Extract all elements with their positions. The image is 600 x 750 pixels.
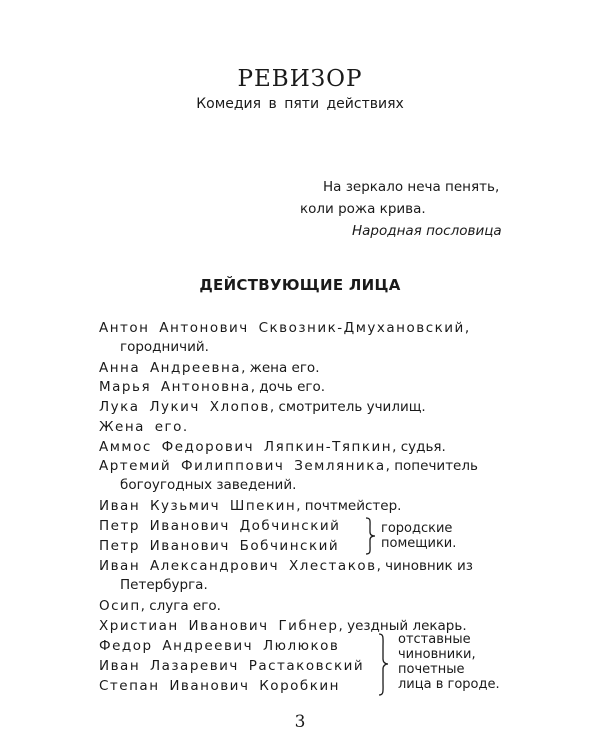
brace-landowners bbox=[363, 517, 377, 555]
cast-name: Артемий Филиппович Земляника bbox=[99, 458, 386, 474]
note-line: городские bbox=[381, 521, 453, 536]
epigraph-line-2: коли рожа крива. bbox=[300, 201, 426, 217]
cast-name: Христиан Иванович Гибнер bbox=[99, 618, 339, 634]
cast-entry bbox=[99, 397, 426, 417]
cast-description: городничий. bbox=[120, 339, 209, 355]
cast-name: Лука Лукич Хлопов bbox=[99, 399, 270, 415]
cast-entry bbox=[99, 456, 478, 476]
cast-entry bbox=[99, 377, 325, 397]
cast-name: Иван Александрович Хлестаков bbox=[99, 558, 377, 574]
cast-entry bbox=[99, 358, 319, 378]
cast-name: Жена его. bbox=[99, 419, 189, 435]
cast-description: , судья. bbox=[392, 439, 446, 455]
cast-entry bbox=[99, 656, 364, 676]
cast-entry bbox=[99, 318, 471, 338]
cast-description: , дочь его. bbox=[250, 379, 326, 395]
cast-description: , слуга его. bbox=[140, 598, 221, 614]
cast-entry bbox=[99, 556, 473, 576]
epigraph-line-1: На зеркало неча пенять, bbox=[323, 179, 500, 195]
cast-entry bbox=[99, 676, 340, 696]
book-subtitle: Комедия в пяти действиях bbox=[196, 96, 404, 112]
cast-name: Анна Андреевна bbox=[99, 360, 242, 376]
cast-name: Антон Антонович Сквозник-Дмухановский, bbox=[99, 320, 471, 336]
note-line: помещики. bbox=[381, 536, 457, 551]
cast-name: Иван Лазаревич Растаковский bbox=[99, 658, 365, 674]
page-number: 3 bbox=[294, 712, 306, 732]
note-line: почетные bbox=[398, 662, 465, 677]
cast-entry bbox=[99, 496, 401, 516]
note-landowners bbox=[381, 521, 456, 551]
epigraph-source: Народная пословица bbox=[352, 223, 502, 239]
note-officials bbox=[398, 632, 500, 692]
cast-entry bbox=[99, 516, 340, 536]
cast-description: , попечитель bbox=[385, 458, 478, 474]
cast-entry bbox=[99, 417, 189, 437]
cast-description: , жена его. bbox=[241, 360, 320, 376]
epigraph bbox=[300, 176, 502, 242]
cast-entry bbox=[99, 636, 339, 656]
note-line: отставные bbox=[398, 632, 471, 647]
cast-name: Федор Андреевич Люлюков bbox=[99, 638, 340, 654]
cast-entry bbox=[99, 596, 221, 616]
cast-name: Петр Иванович Бобчинский bbox=[99, 538, 340, 554]
cast-name: Степан Иванович Коробкин bbox=[99, 678, 340, 694]
cast-entry bbox=[120, 337, 209, 357]
cast-description: , смотритель училищ. bbox=[269, 399, 426, 415]
cast-entry bbox=[120, 475, 296, 495]
cast-description: , чиновник из bbox=[376, 558, 473, 574]
cast-description: , уездный лекарь. bbox=[338, 618, 467, 634]
note-line: чиновники, bbox=[398, 647, 476, 662]
cast-name: Марья Антоновна bbox=[99, 379, 251, 395]
cast-name: Петр Иванович Добчинский bbox=[99, 518, 341, 534]
cast-heading: ДЕЙСТВУЮЩИЕ ЛИЦА bbox=[199, 276, 401, 294]
note-line: лица в городе. bbox=[398, 677, 500, 692]
cast-entry bbox=[99, 437, 446, 457]
cast-name: Иван Кузьмич Шпекин bbox=[99, 498, 297, 514]
cast-entry bbox=[120, 575, 208, 595]
cast-entry bbox=[99, 536, 339, 556]
cast-description: , почтмейстер. bbox=[296, 498, 402, 514]
cast-description: Петербурга. bbox=[120, 577, 208, 593]
cast-name: Осип bbox=[99, 598, 141, 614]
book-title: РЕВИЗОР bbox=[237, 66, 363, 92]
cast-name: Аммос Федорович Ляпкин-Тяпкин bbox=[99, 439, 393, 455]
cast-description: богоугодных заведений. bbox=[120, 477, 297, 493]
brace-officials bbox=[376, 633, 390, 696]
